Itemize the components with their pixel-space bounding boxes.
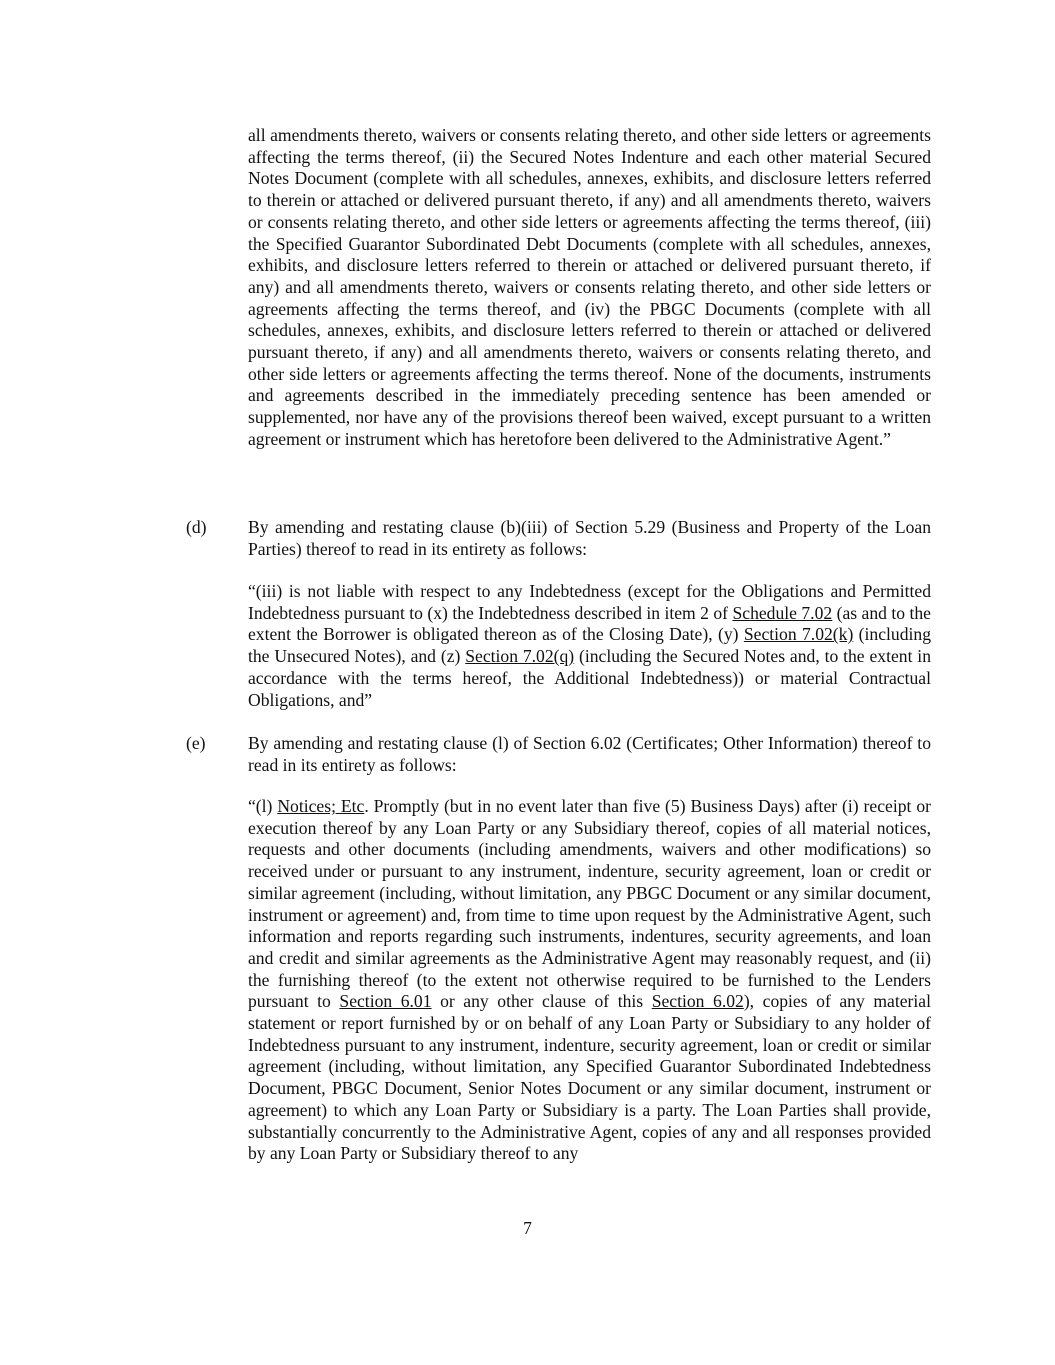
item-d-quote <box>248 581 931 711</box>
item-e-quote-text-3: or any other clause of this <box>431 991 652 1012</box>
item-e-quote <box>248 796 931 1165</box>
section-6-02-reference: Section 6.02 <box>651 991 744 1012</box>
item-e-intro: By amending and restating clause (l) of Section 6.02 (Certificates; Other Information) thereof to read in its entirety as follows: <box>248 733 931 775</box>
item-d-quote-text-1: “(iii) is not liable with respect to any Indebtedness (except for the Obligations and Permitted Indebtedness pursuant to (x) the Indebtedness described in item 2 of <box>248 581 931 623</box>
item-e-quote-text-4: ), copies of any material statement or report furnished by or on behalf of any Loan Party or Subsidiary to any holder of Indebtedness pursuant to any instrument, indenture, security agreement, loan or credit or similar agreement (including, without limitation, any Specified Guarantor Subordinated Indebtedness Document, PBGC Document, Senior Notes Document or any similar document, instrument or agreement) to which any Loan Party or Subsidiary is a party. The Loan Parties shall provide, substantially concurrently to the Administrative Agent, copies of any and all responses provided by any Loan Party or Subsidiary thereof to any <box>248 991 931 1164</box>
section-7-02-k-reference: Section 7.02(k) <box>743 624 854 645</box>
item-e-quote-text-1: “(l) <box>248 796 278 816</box>
section-6-01-reference: Section 6.01 <box>339 991 432 1012</box>
item-d-quote-text-3: (including the Unsecured Notes), and (z) <box>248 624 931 667</box>
item-d-label: (d) <box>186 517 207 537</box>
item-d-quote-text-4: (including the Secured Notes and, to the extent in accordance with the terms hereof, the Additional Indebtedness)) or material Contractual Obligations, and” <box>248 646 931 710</box>
item-d-intro: By amending and restating clause (b)(iii) of Section 5.29 (Business and Property of the Loan Parties) thereof to read in its entirety as follows: <box>248 517 931 559</box>
page-number: 7 <box>523 1218 532 1238</box>
continuation-paragraph: all amendments thereto, waivers or consents relating thereto, and other side letters or agreements affecting the terms thereof, (ii) the Secured Notes Indenture and each other material Secured Notes Document (complete with all schedules, annexes, exhibits, and disclosure letters referred to therein or attached or delivered pursuant thereto, if any) and all amendments thereto, waivers or consents relating thereto, and other side letters or agreements affecting the terms thereof, (iii) the Specified Guarantor Subordinated Debt Documents (complete with all schedules, annexes, exhibits, and disclosure letters referred to therein or attached or delivered pursuant thereto, if any) and all amendments thereto, waivers or consents relating thereto, and other side letters or agreements affecting the terms thereof, and (iv) the PBGC Documents (complete with all schedules, annexes, exhibits, and disclosure letters referred to therein or attached or delivered pursuant thereto, if any) and all amendments thereto, waivers or consents relating thereto, and other side letters or agreements affecting the terms thereof. None of the documents, instruments and agreements described in the immediately preceding sentence has been amended or supplemented, nor have any of the provisions thereof been waived, except pursuant to a written agreement or instrument which has heretofore been delivered to the Administrative Agent.” <box>248 125 931 449</box>
section-7-02-q-reference: Section 7.02(q) <box>465 646 575 667</box>
notices-etc-heading: Notices; Etc <box>277 796 365 816</box>
item-e-quote-text-2: . Promptly (but in no event later than five (5) Business Days) after (i) receipt or execution thereof by any Loan Party or any Subsidiary thereof, copies of all material notices, requests and other documents (including amendments, waivers and other modifications) so received under or pursuant to any instrument, indenture, security agreement, loan or credit or similar agreement (including, without limitation, any PBGC Document or any similar document, instrument or agreement) and, from time to time upon request by the Administrative Agent, such information and reports regarding such instruments, indentures, security agreements, and loan and credit and similar agreements as the Administrative Agent may reasonably request, and (ii) the furnishing thereof (to the extent not otherwise required to be furnished to the Lenders pursuant to <box>248 796 931 1012</box>
schedule-7-02-reference: Schedule 7.02 <box>732 602 833 623</box>
item-d-quote-text-2: (as and to the extent the Borrower is obligated thereon as of the Closing Date), (y) <box>248 602 931 645</box>
item-e-label: (e) <box>186 733 206 753</box>
